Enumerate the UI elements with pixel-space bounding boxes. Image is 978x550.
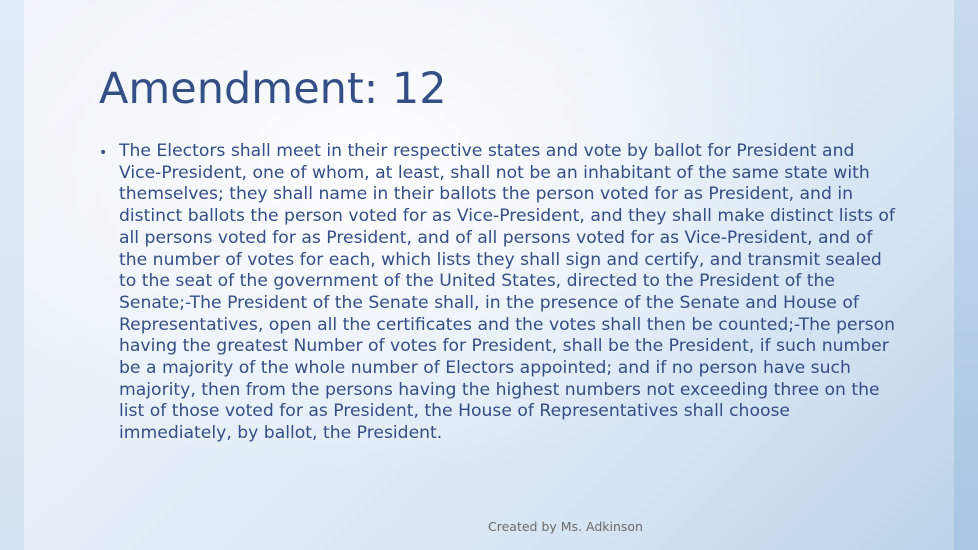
footer-credit: Created by Ms. Adkinson	[488, 519, 643, 534]
left-edge-band	[0, 0, 24, 550]
bullet-text: The Electors shall meet in their respective states and vote by ballot for President and Vice-President, one of whom, at least, shall not be an inhabitant of the same state with themselves; they shall name in their ballots the person voted for as President, and in distinct ballots the person voted for as Vice-President, and they shall make distinct lists of all persons voted for as President, and of all persons voted for as Vice-President, and of the number of votes for each, which lists they shall sign and certify, and transmit sealed to the seat of the government of the United States, directed to the President of the Senate;-The President of the Senate shall, in the presence of the Senate and House of Representatives, open all the certificates and the votes shall then be counted;-The person having the greatest Number of votes for President, shall be the President, if such number be a majority of the whole number of Electors appointed; and if no person have such majority, then from the persons having the highest numbers not exceeding three on the list of those voted for as President, the House of Representatives shall choose immediately, by ballot, the President.	[119, 141, 895, 444]
bullet-item	[99, 141, 899, 445]
bullet-list	[99, 141, 899, 445]
right-edge-band	[954, 0, 978, 550]
slide-title: Amendment: 12	[99, 64, 447, 114]
bullet-dot-icon: •	[99, 145, 108, 161]
